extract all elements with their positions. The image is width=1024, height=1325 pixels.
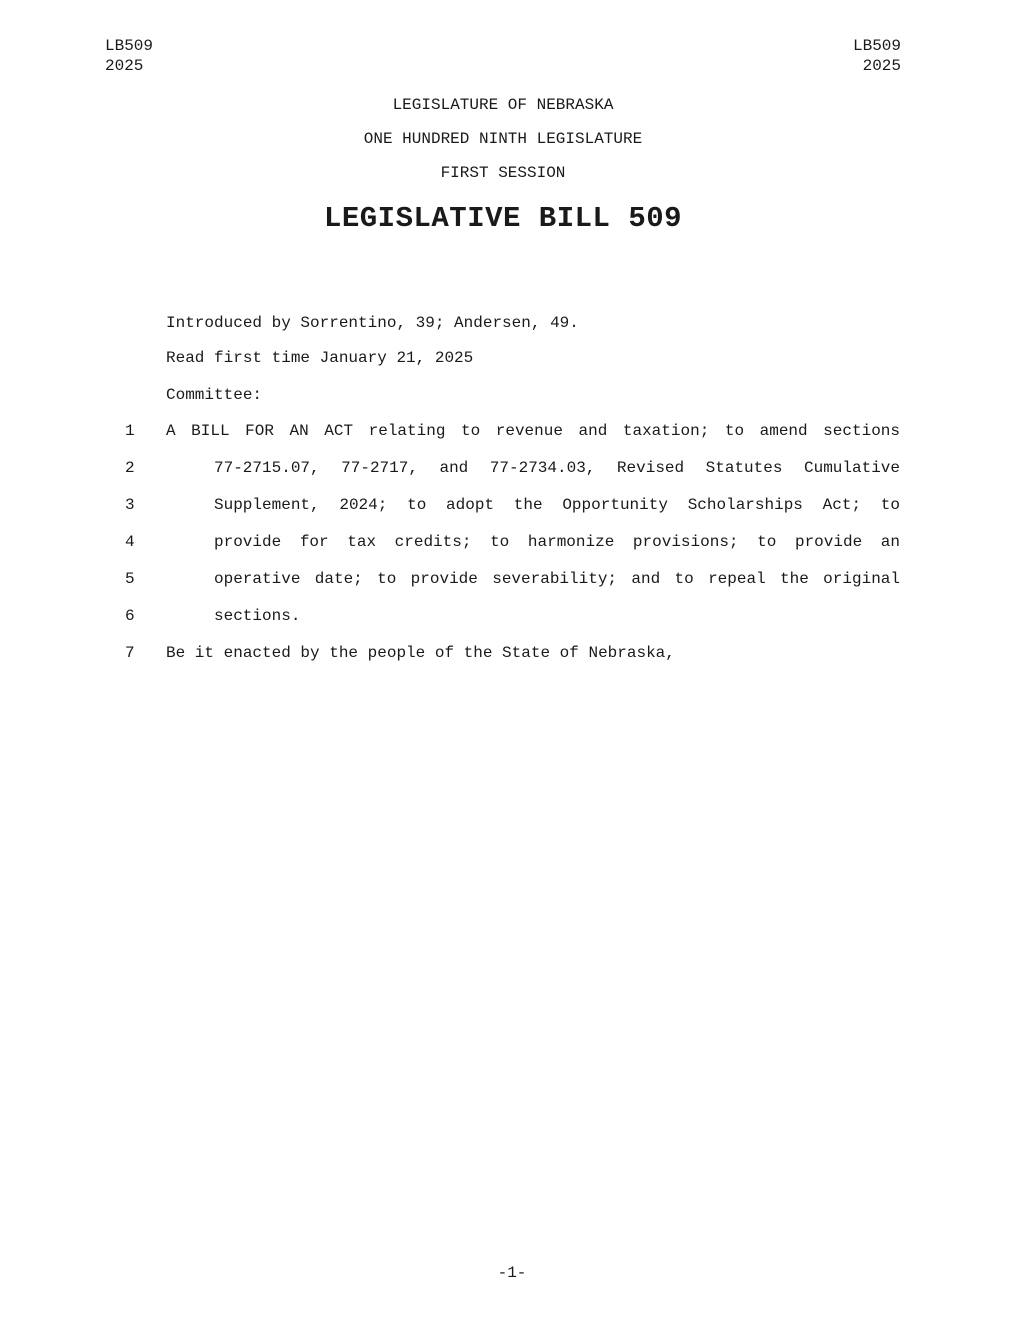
numbered-line (0, 496, 1024, 533)
line-text: operative date; to provide severability; and to repeal the original (214, 570, 900, 588)
line-number: 1 (125, 422, 135, 440)
numbered-line (0, 644, 1024, 681)
numbered-line (0, 607, 1024, 644)
line-text: provide for tax credits; to harmonize provisions; to provide an (214, 533, 900, 551)
session-name: ONE HUNDRED NINTH LEGISLATURE (363, 130, 643, 148)
committee: Committee: (166, 386, 263, 404)
session: FIRST SESSION (440, 164, 566, 182)
line-text: 77-2715.07, 77-2717, and 77-2734.03, Revised Statutes Cumulative (214, 459, 900, 477)
line-number: 5 (125, 570, 135, 588)
header-left-year: 2025 (105, 57, 144, 75)
header-right-year: 2025 (862, 57, 901, 75)
line-text: A BILL FOR AN ACT relating to revenue and taxation; to amend sections (166, 422, 900, 440)
header-right-bill: LB509 (852, 37, 901, 55)
line-text: sections. (214, 607, 301, 625)
numbered-line (0, 570, 1024, 607)
header-left (105, 36, 153, 76)
legislature-name: LEGISLATURE OF NEBRASKA (392, 96, 614, 114)
header-right (853, 36, 901, 76)
line-number: 4 (125, 533, 135, 551)
bill-text (0, 422, 1024, 681)
introduced-by: Introduced by Sorrentino, 39; Andersen, 49. (166, 314, 579, 332)
line-text: Supplement, 2024; to adopt the Opportunity Scholarships Act; to (214, 496, 900, 514)
bill-title: LEGISLATIVE BILL 509 (323, 202, 683, 235)
line-number: 6 (125, 607, 135, 625)
line-number: 3 (125, 496, 135, 514)
numbered-line (0, 459, 1024, 496)
numbered-line (0, 533, 1024, 570)
line-number: 2 (125, 459, 135, 477)
line-text: Be it enacted by the people of the State of Nebraska, (166, 644, 675, 662)
header-left-bill: LB509 (105, 37, 154, 55)
numbered-line (0, 422, 1024, 459)
line-number: 7 (125, 644, 135, 662)
read-first-time: Read first time January 21, 2025 (166, 349, 474, 367)
page-number: -1- (497, 1264, 527, 1282)
